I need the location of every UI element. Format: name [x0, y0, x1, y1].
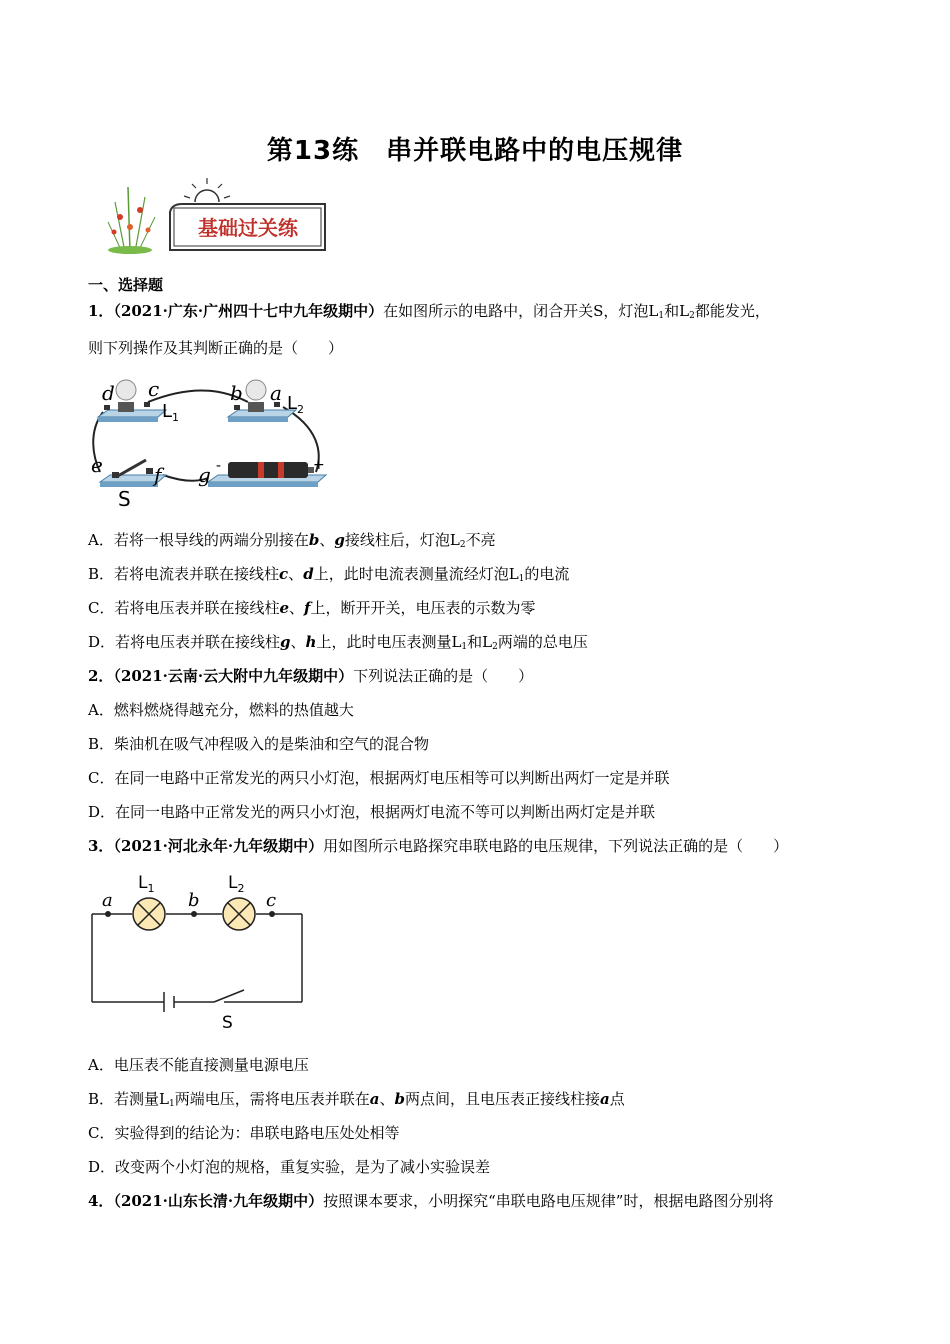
lamp-l1 [133, 898, 165, 930]
label-e: e [91, 453, 103, 477]
question-4-stem: 4．（2021·山东长清·九年级期中）按照课本要求，小明探究“串联电路电压规律”时，根据电路图分别将 [88, 1192, 774, 1210]
question-text: 在如图所示的电路中，闭合开关S，灯泡L [383, 302, 659, 320]
q3-option-a: A．电压表不能直接测量电源电压 [88, 1056, 309, 1074]
sun-icon [184, 178, 230, 202]
label-d: d [102, 381, 115, 405]
label-l1: $L_1$ [162, 401, 180, 424]
label-b: b [230, 381, 243, 405]
question-text: 都能发光， [694, 302, 770, 320]
label-c: c [148, 377, 160, 401]
q1-option-b: B．若将电流表并联在接线柱c、d上，此时电流表测量流经灯泡$L_1$的电流 [88, 565, 570, 584]
section-banner [100, 172, 340, 257]
flower-illustration [108, 187, 155, 254]
q2-option-d: D．在同一电路中正常发光的两只小灯泡，根据两灯电流不等可以判断出两灯定是并联 [88, 803, 656, 821]
label-b: b [188, 890, 200, 911]
subscript: 1 [658, 311, 665, 321]
label-s: S [222, 1013, 233, 1030]
label-l2: $L_2$ [228, 873, 245, 895]
banner-label: 基础过关练 [198, 216, 298, 240]
section-heading: 一、选择题 [88, 276, 164, 294]
q3-option-c: C．实验得到的结论为：串联电路电压处处相等 [88, 1124, 400, 1142]
label-a: a [102, 890, 113, 911]
label-a: a [270, 381, 282, 405]
label-f: f [154, 463, 162, 487]
question-source: （2021·广东·广州四十七中九年级期中） [113, 302, 384, 320]
question-3-stem: 3．（2021·河北永年·九年级期中）用如图所示电路探究串联电路的电压规律，下列说法正确的是（ ） [88, 837, 789, 855]
subscript: 2 [689, 311, 695, 321]
q2-option-a: A．燃料燃烧得越充分，燃料的热值越大 [88, 701, 354, 719]
label-s: S [118, 487, 131, 510]
q3-option-b: B．若测量$L_1$两端电压，需将电压表并联在a、b两点间，且电压表正接线柱接a点 [88, 1090, 625, 1109]
q1-option-c: C．若将电压表并联在接线柱e、f上，断开开关，电压表的示数为零 [88, 599, 536, 617]
label-c: c [266, 890, 277, 911]
question-1-stem-line2: 则下列操作及其判断正确的是（ ） [88, 339, 344, 357]
question-2-stem: 2．（2021·云南·云大附中九年级期中）下列说法正确的是（ ） [88, 667, 534, 685]
q1-option-a: A．若将一根导线的两端分别接在b、g接线柱后，灯泡$L_2$不亮 [88, 531, 496, 550]
question-text: 和L [664, 302, 690, 320]
battery [208, 462, 326, 487]
question-1-stem [88, 300, 770, 327]
page-title: 第13练 串并联电路中的电压规律 [266, 136, 684, 166]
label-minus: - [216, 458, 222, 474]
q1-option-d: D．若将电压表并联在接线柱g、h上，此时电压表测量$L_1$和$L_2$两端的总电压 [88, 633, 588, 652]
label-l1: $L_1$ [138, 873, 155, 895]
label-l2: $L_2$ [287, 393, 305, 416]
question-number: 1． [88, 302, 114, 320]
node-b [191, 911, 197, 917]
node-c [269, 911, 275, 917]
q2-option-c: C．在同一电路中正常发光的两只小灯泡，根据两灯电压相等可以判断出两灯一定是并联 [88, 769, 670, 787]
node-a [105, 911, 111, 917]
q3-option-d: D．改变两个小灯泡的规格，重复实验，是为了减小实验误差 [88, 1158, 491, 1176]
label-g: g [198, 463, 211, 487]
q2-option-b: B．柴油机在吸气冲程吸入的是柴油和空气的混合物 [88, 735, 430, 753]
lamp-l2 [223, 898, 255, 930]
label-plus: + [313, 457, 325, 473]
q1-circuit-figure [88, 372, 338, 510]
q3-circuit-figure [88, 868, 308, 1030]
